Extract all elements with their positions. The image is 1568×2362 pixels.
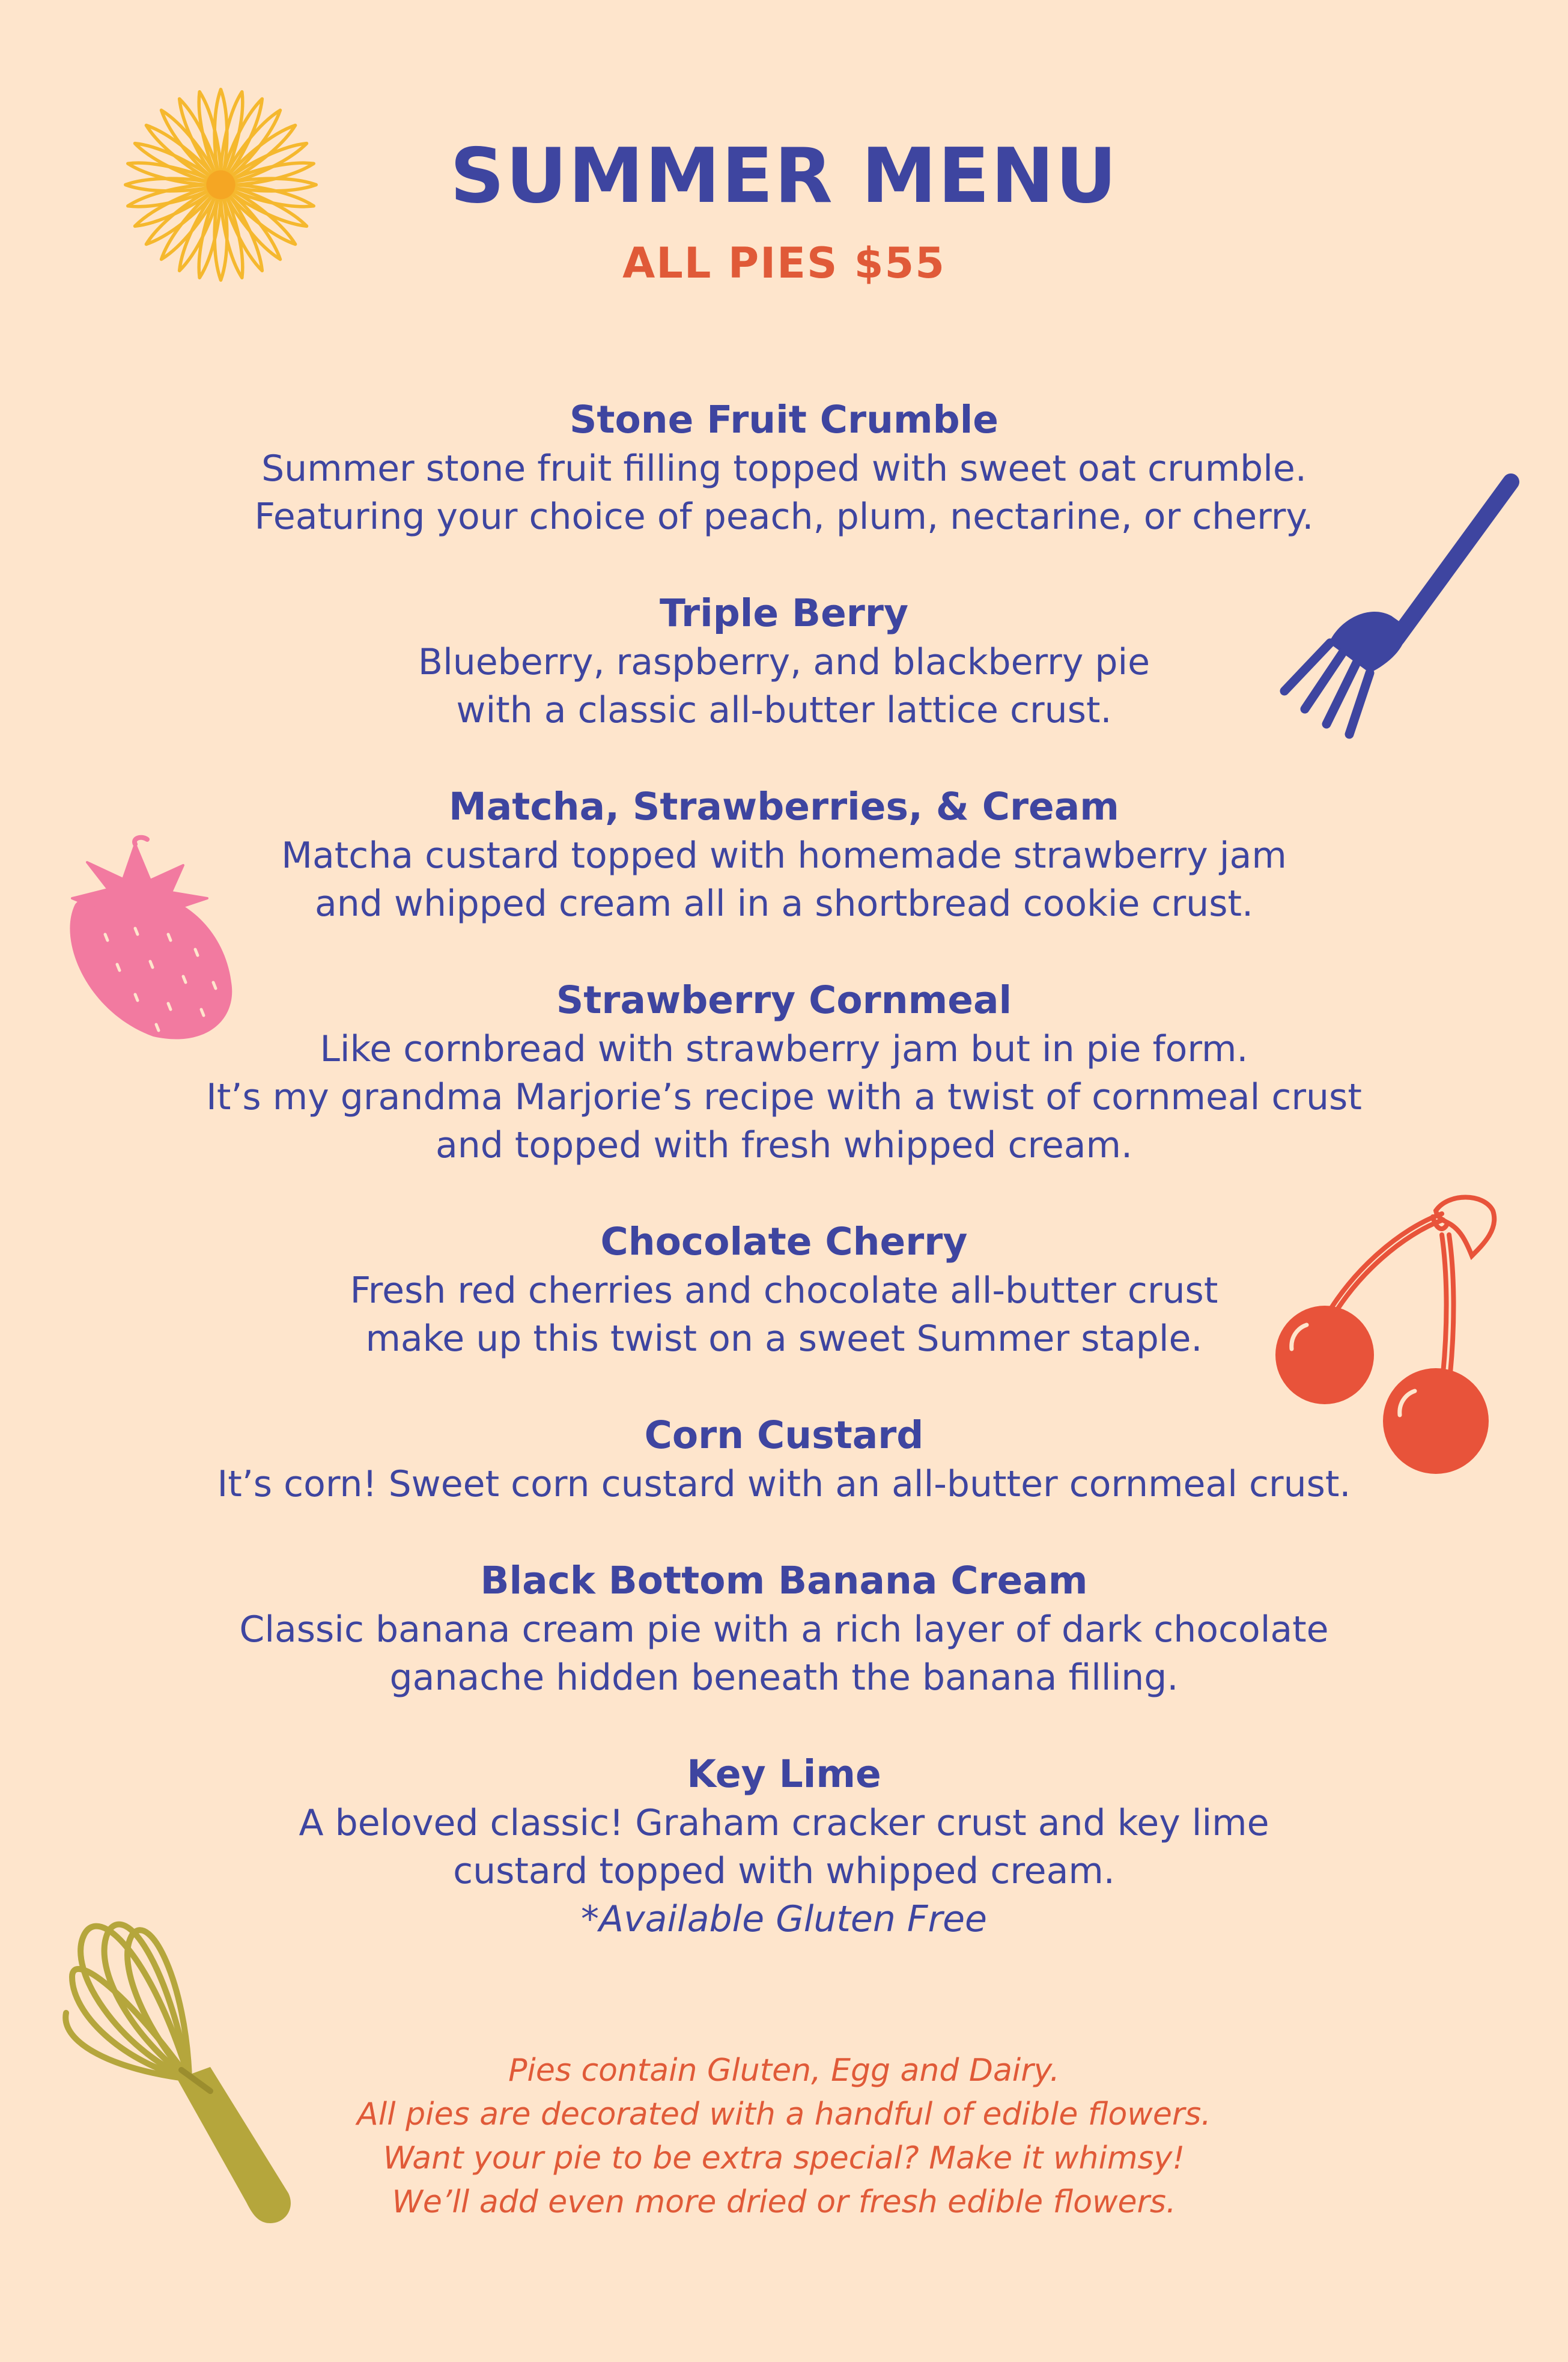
- menu-item: [0, 395, 1568, 541]
- menu-item-description: Classic banana cream pie with a rich layer of dark chocolate ganache hidden beneath the banana filling.: [239, 1609, 1329, 1699]
- menu-list: [0, 395, 1568, 1991]
- menu-item-name: Matcha, Strawberries, & Cream: [449, 785, 1119, 829]
- menu-item-description: It’s corn! Sweet corn custard with an all-butter cornmeal crust.: [217, 1463, 1351, 1505]
- footer-line: All pies are decorated with a handful of edible flowers.: [357, 2096, 1211, 2132]
- footer-line: Pies contain Gluten, Egg and Dairy.: [508, 2053, 1060, 2089]
- menu-item-name: Key Lime: [687, 1752, 881, 1796]
- page-title: SUMMER MENU: [449, 132, 1118, 220]
- menu-item-name: Corn Custard: [644, 1413, 924, 1457]
- menu-item: [0, 782, 1568, 928]
- menu-item-name: Chocolate Cherry: [600, 1220, 968, 1264]
- menu-item: [0, 1411, 1568, 1508]
- footer-line: Want your pie to be extra special? Make it whimsy!: [383, 2140, 1185, 2176]
- menu-item: [0, 1556, 1568, 1702]
- menu-item-description: Fresh red cherries and chocolate all-butter crust make up this twist on a sweet Summer staple.: [350, 1270, 1218, 1360]
- price-subtitle: ALL PIES $55: [622, 239, 946, 288]
- menu-item-name: Black Bottom Banana Cream: [480, 1559, 1088, 1603]
- menu-item: [0, 976, 1568, 1169]
- menu-item-name: Strawberry Cornmeal: [556, 978, 1012, 1022]
- footer-notes: [0, 2049, 1568, 2224]
- menu-item: [0, 1750, 1568, 1943]
- menu-item-name: Stone Fruit Crumble: [569, 398, 999, 442]
- menu-item-description: Blueberry, raspberry, and blackberry pie with a classic all-butter lattice crust.: [418, 641, 1150, 731]
- menu-item: [0, 1217, 1568, 1363]
- menu-item-description: A beloved classic! Graham cracker crust and key lime custard topped with whipped cream.: [299, 1802, 1269, 1892]
- menu-item-description: Like cornbread with strawberry jam but in pie form. It’s my grandma Marjorie’s recipe with a twist of cornmeal crust and topped with fresh whipped cream.: [206, 1028, 1362, 1166]
- footer-line: We’ll add even more dried or fresh edible flowers.: [392, 2184, 1176, 2220]
- menu-item-description: Matcha custard topped with homemade strawberry jam and whipped cream all in a shortbread cookie crust.: [281, 835, 1287, 925]
- menu-item-description: Summer stone fruit filling topped with sweet oat crumble. Featuring your choice of peach, plum, nectarine, or cherry.: [254, 448, 1314, 538]
- menu-item: [0, 589, 1568, 734]
- menu-item-name: Triple Berry: [659, 591, 909, 635]
- gluten-free-note: *Available Gluten Free: [581, 1898, 987, 1940]
